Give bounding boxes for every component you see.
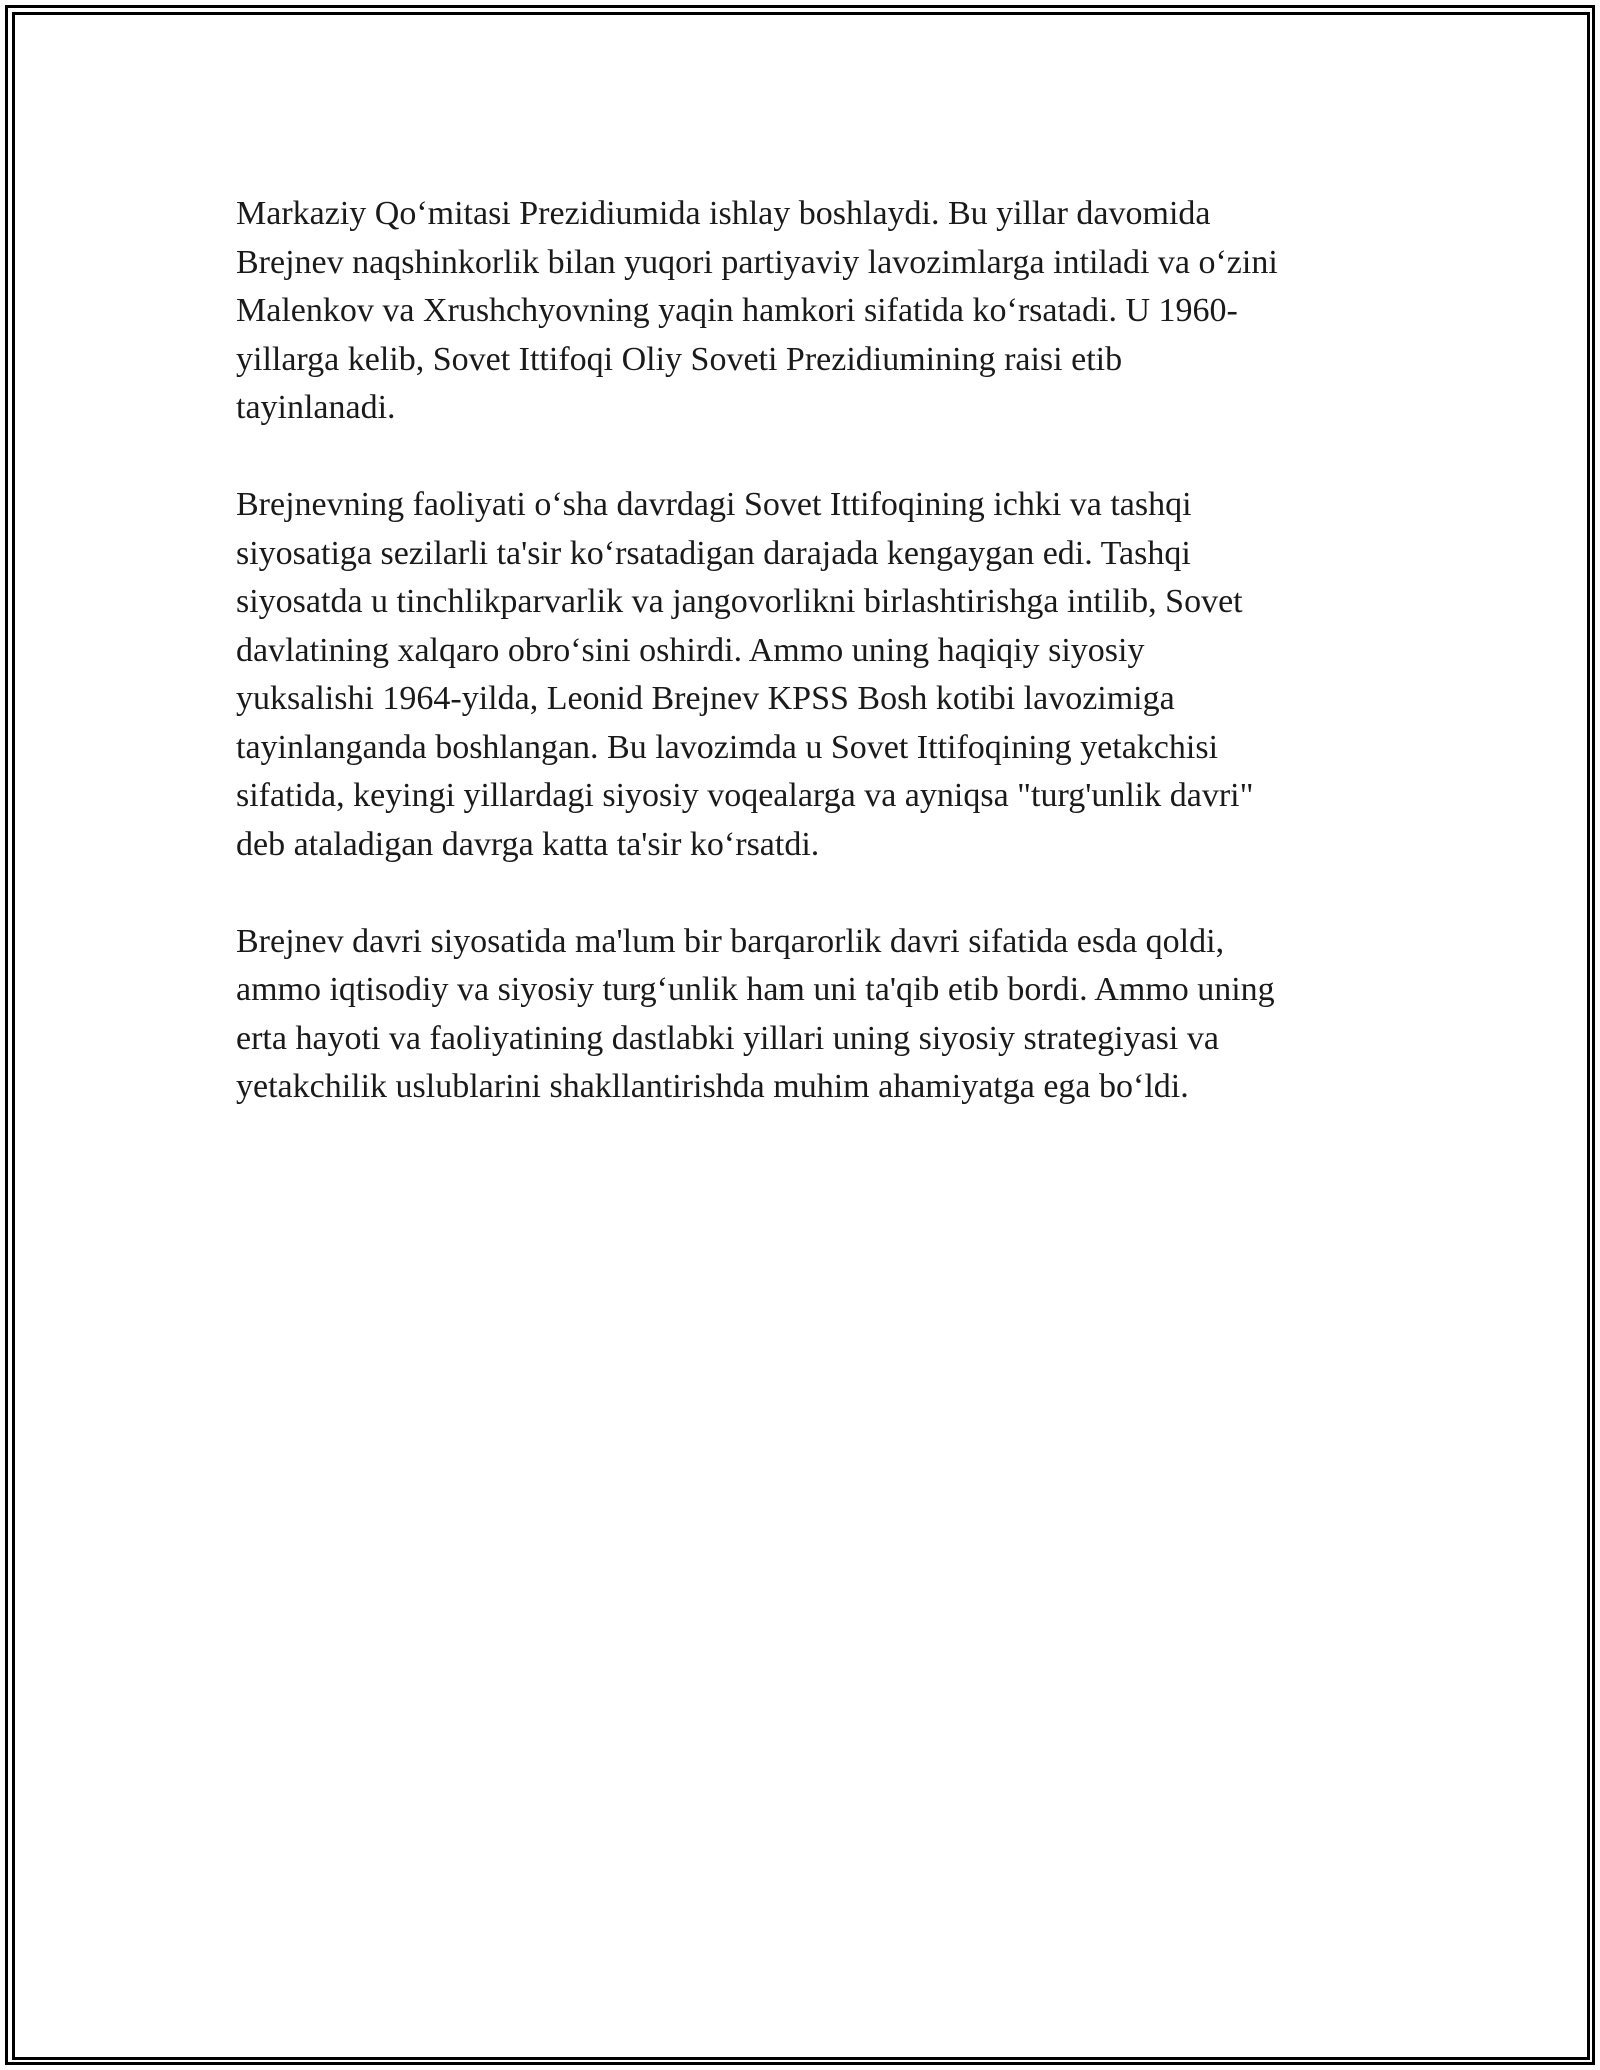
text-line: Brejnev naqshinkorlik bilan yuqori partiyaviy lavozimlarga intiladi va o‘zini [236,243,1278,281]
text-line: sifatida, keyingi yillardagi siyosiy voqealarga va ayniqsa "turg'unlik davri" [236,777,1254,814]
text-line: Markaziy Qo‘mitasi Prezidiumida ishlay boshlaydi. Bu yillar davomida [236,195,1211,232]
text-line: Malenkov va Xrushchyovning yaqin hamkori sifatida ko‘rsatadi. U 1960- [236,292,1238,329]
text-line: tayinlanadi. [236,389,396,426]
text-line: deb ataladigan davrga katta ta'sir ko‘rsatdi. [236,825,820,863]
text-line: yillarga kelib, Sovet Ittifoqi Oliy Soveti Prezidiumining raisi etib [236,340,1123,378]
text-line: erta hayoti va faoliyatining dastlabki yillari uning siyosiy strategiyasi va [236,1019,1219,1057]
paragraph-3 [236,918,1366,1112]
text-line: yetakchilik uslublarini shakllantirishda muhim ahamiyatga ega bo‘ldi. [236,1068,1189,1105]
text-line: siyosatda u tinchlikparvarlik va jangovorlikni birlashtirishga intilib, Sovet [236,583,1243,620]
document-body [236,190,1366,1160]
text-line: ammo iqtisodiy va siyosiy turg‘unlik ham uni ta'qib etib bordi. Ammo uning [236,971,1275,1008]
paragraph-2 [236,481,1366,869]
text-line: tayinlanganda boshlangan. Bu lavozimda u Sovet Ittifoqining yetakchisi [236,728,1219,766]
text-line: Brejnev davri siyosatida ma'lum bir barqarorlik davri sifatida esda qoldi, [236,922,1225,960]
paragraph-1 [236,190,1366,433]
text-line: Brejnevning faoliyati o‘sha davrdagi Sovet Ittifoqining ichki va tashqi [236,486,1192,523]
text-line: yuksalishi 1964-yilda, Leonid Brejnev KPSS Bosh kotibi lavozimiga [236,680,1175,717]
text-line: davlatining xalqaro obro‘sini oshirdi. Ammo uning haqiqiy siyosiy [236,631,1145,669]
text-line: siyosatiga sezilarli ta'sir ko‘rsatadigan darajada kengaygan edi. Tashqi [236,534,1191,572]
